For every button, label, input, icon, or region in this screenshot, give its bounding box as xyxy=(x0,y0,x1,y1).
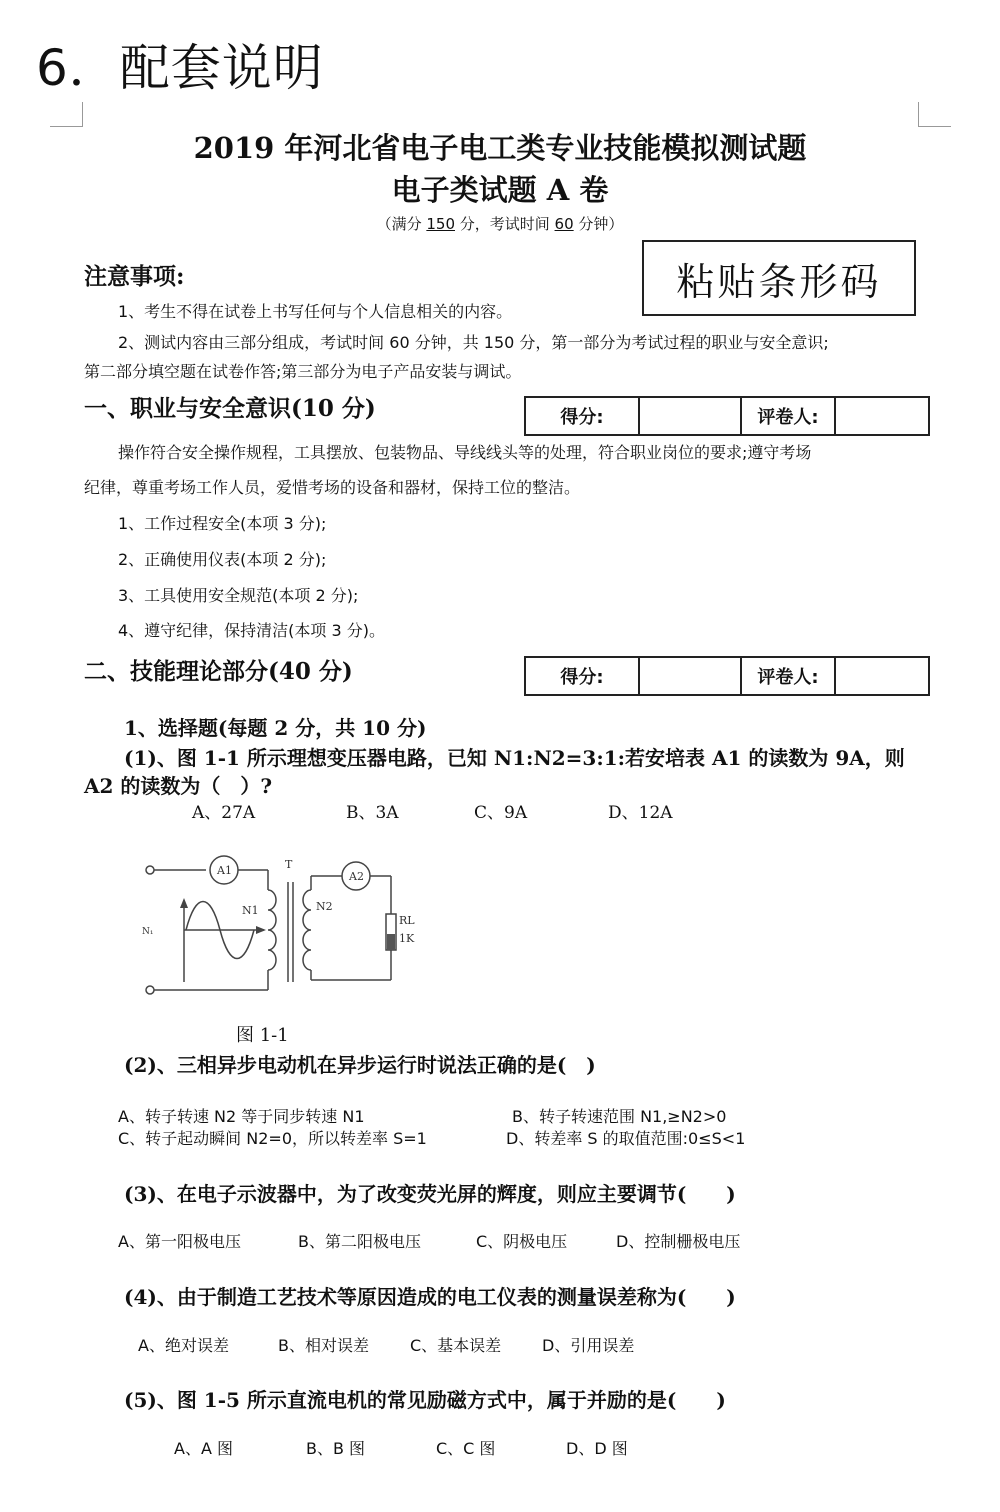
q2-option-b: B、转子转速范围 N1,≥N2>0 xyxy=(512,1107,727,1126)
part1-item: 1、工作过程安全(本项 3 分); xyxy=(118,514,327,533)
question-1-line1: (1)、图 1-1 所示理想变压器电路，已知 N1:N2=3:1:若安培表 A1 的读数为 9A，则 xyxy=(124,746,905,770)
score-cell[interactable] xyxy=(639,397,741,435)
primary-coil xyxy=(268,890,276,970)
exam-info-prefix: （满分 xyxy=(376,215,427,233)
q2-option-c: C、转子起动瞬间 N2=0，所以转差率 S=1 xyxy=(118,1129,427,1148)
part1-description: 操作符合安全操作规程，工具摆放、包装物品、导线线头等的处理，符合职业岗位的要求;遵守考场 xyxy=(118,443,812,462)
terminal-top xyxy=(146,866,154,874)
score-table-part1 xyxy=(524,396,930,436)
q4-option-c: C、基本误差 xyxy=(410,1336,502,1355)
grader-cell[interactable] xyxy=(835,397,929,435)
q3-option-c: C、阴极电压 xyxy=(476,1232,568,1251)
q2-option-a: A、转子转速 N2 等于同步转速 N1 xyxy=(118,1107,365,1126)
notes-item: 第二部分填空题在试卷作答;第三部分为电子产品安装与调试。 xyxy=(84,362,522,381)
barcode-label: 粘贴条形码 xyxy=(676,259,882,304)
label-source: N₁ xyxy=(142,927,154,937)
q4-option-a: A、绝对误差 xyxy=(138,1336,229,1355)
resistor-fill xyxy=(387,934,395,950)
question-2: (2)、三相异步电动机在异步运行时说法正确的是( ) xyxy=(124,1053,596,1077)
exam-title: 2019 年河北省电子电工类专业技能模拟测试题 xyxy=(193,131,807,165)
transformer-circuit-diagram xyxy=(136,842,436,1010)
q2-option-d: D、转差率 S 的取值范围:0≤S<1 xyxy=(506,1129,746,1148)
secondary-coil xyxy=(303,890,311,970)
grader-label: 评卷人: xyxy=(741,657,835,695)
question-4: (4)、由于制造工艺技术等原因造成的电工仪表的测量误差称为( ) xyxy=(124,1285,736,1309)
exam-info-suffix: 分钟） xyxy=(573,215,624,233)
q3-option-d: D、控制栅极电压 xyxy=(616,1232,741,1251)
page-corner-mark-right xyxy=(918,102,951,127)
score-cell[interactable] xyxy=(639,657,741,695)
q3-option-a: A、第一阳极电压 xyxy=(118,1232,241,1251)
q5-option-a: A、A 图 xyxy=(174,1439,233,1458)
exam-subtitle: 电子类试题 A 卷 xyxy=(391,173,609,207)
q4-option-b: B、相对误差 xyxy=(278,1336,369,1355)
choice-subsection-title: 1、选择题(每题 2 分，共 10 分) xyxy=(124,716,427,740)
q1-option-d: D、12A xyxy=(608,803,673,823)
q5-option-d: D、D 图 xyxy=(566,1439,628,1458)
axis-arrow-right xyxy=(256,926,266,934)
notes-item: 2、测试内容由三部分组成，考试时间 60 分钟，共 150 分，第一部分为考试过程的职业与安全意识; xyxy=(118,333,829,352)
barcode-box xyxy=(642,240,916,316)
q4-option-d: D、引用误差 xyxy=(542,1336,635,1355)
notes-title: 注意事项: xyxy=(84,263,185,290)
score-label: 得分: xyxy=(525,397,639,435)
exam-info xyxy=(0,214,1000,234)
q1-option-b: B、3A xyxy=(346,803,399,823)
q5-option-b: B、B 图 xyxy=(306,1439,366,1458)
q5-option-c: C、C 图 xyxy=(436,1439,496,1458)
terminal-bottom xyxy=(146,986,154,994)
part1-title: 一、职业与安全意识(10 分) xyxy=(84,395,376,422)
label-a1: A1 xyxy=(217,864,232,877)
q1-option-c: C、9A xyxy=(474,803,528,823)
label-rl: RL xyxy=(399,914,415,927)
label-rl-value: 1K xyxy=(399,932,415,945)
exam-info-middle: 分，考试时间 xyxy=(455,215,555,233)
part1-description: 纪律，尊重考场工作人员，爱惜考场的设备和器材，保持工位的整洁。 xyxy=(84,478,581,497)
part1-item: 3、工具使用安全规范(本项 2 分); xyxy=(118,586,359,605)
time-minutes: 60 xyxy=(554,215,574,233)
label-a2: A2 xyxy=(349,870,364,883)
score-label: 得分: xyxy=(525,657,639,695)
page-corner-mark-left xyxy=(50,102,83,127)
part1-item: 4、遵守纪律，保持清洁(本项 3 分)。 xyxy=(118,621,386,640)
score-table-part2 xyxy=(524,656,930,696)
question-5: (5)、图 1-5 所示直流电机的常见励磁方式中，属于并励的是( ) xyxy=(124,1388,726,1412)
label-n2: N2 xyxy=(316,900,333,913)
question-1-line2: A2 的读数为（ ）? xyxy=(84,774,273,798)
part2-title: 二、技能理论部分(40 分) xyxy=(84,658,353,685)
axis-arrow-up xyxy=(180,898,188,908)
grader-cell[interactable] xyxy=(835,657,929,695)
full-score: 150 xyxy=(426,215,455,233)
q1-option-a: A、27A xyxy=(192,803,256,823)
question-3: (3)、在电子示波器中，为了改变荧光屏的辉度，则应主要调节( ) xyxy=(124,1182,736,1206)
q3-option-b: B、第二阳极电压 xyxy=(298,1232,421,1251)
label-n1: N1 xyxy=(242,904,259,917)
section-heading: 6．配套说明 xyxy=(36,39,324,97)
label-t: T xyxy=(285,858,293,871)
grader-label: 评卷人: xyxy=(741,397,835,435)
notes-item: 1、考生不得在试卷上书写任何与个人信息相关的内容。 xyxy=(118,302,513,321)
part1-item: 2、正确使用仪表(本项 2 分); xyxy=(118,550,327,569)
figure-caption: 图 1-1 xyxy=(236,1025,289,1046)
